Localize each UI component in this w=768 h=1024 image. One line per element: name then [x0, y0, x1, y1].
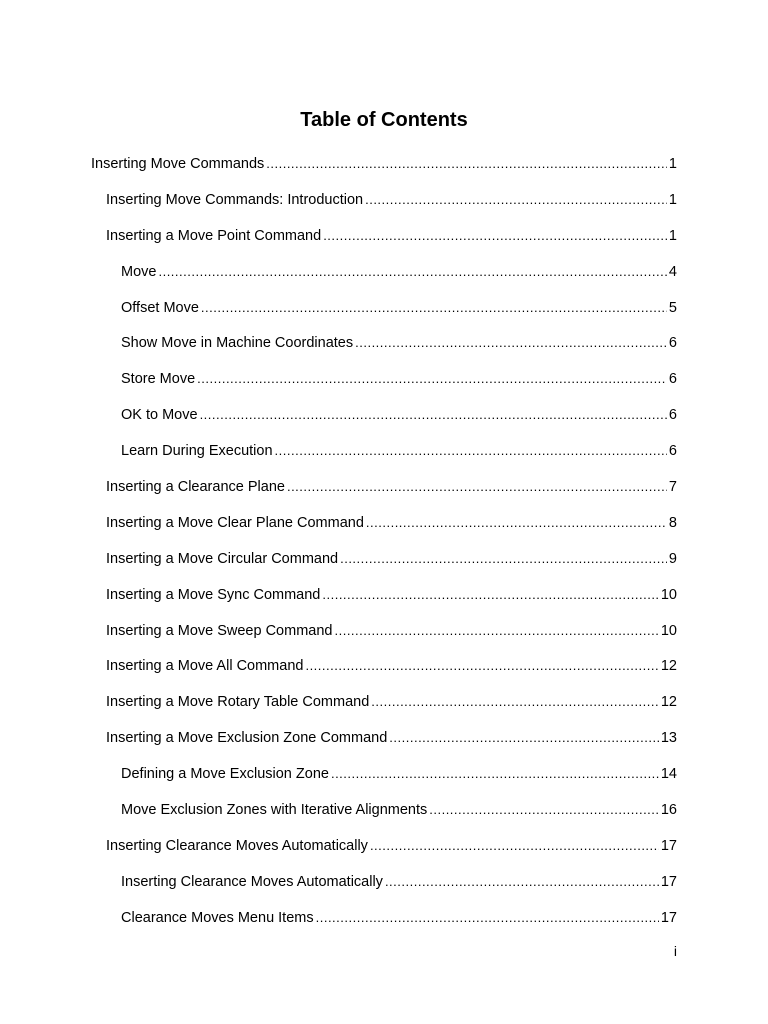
toc-entry[interactable]: [0, 218, 768, 254]
toc-entry-page: 8: [668, 514, 677, 531]
dot-leader: [340, 550, 667, 568]
toc-entry[interactable]: [0, 720, 768, 756]
toc-entry-page: 9: [668, 550, 677, 567]
toc-entry[interactable]: [0, 505, 768, 541]
dot-leader: [201, 299, 667, 317]
dot-leader: [385, 873, 659, 891]
toc-entry[interactable]: [0, 146, 768, 182]
toc-entry[interactable]: [0, 648, 768, 684]
toc-entry-page: 6: [668, 371, 677, 388]
dot-leader: [322, 586, 658, 604]
toc-entry-page: 10: [660, 622, 677, 639]
toc-entry[interactable]: [0, 864, 768, 900]
dot-leader: [366, 514, 667, 532]
toc-entry[interactable]: [0, 290, 768, 326]
dot-leader: [365, 191, 667, 209]
dot-leader: [334, 622, 658, 640]
toc-entry-title: Inserting Clearance Moves Automatically: [121, 873, 383, 890]
dot-leader: [197, 370, 667, 388]
toc-entry-title: Inserting a Move Point Command: [106, 227, 322, 244]
toc-entry-page: 12: [660, 694, 677, 711]
toc-entry-title: Move: [121, 263, 157, 280]
toc-entry[interactable]: [0, 433, 768, 469]
toc-entry[interactable]: [0, 900, 768, 936]
toc-entry-page: 7: [668, 478, 677, 495]
dot-leader: [355, 334, 667, 352]
toc-entry-title: Inserting a Move Exclusion Zone Command: [106, 730, 388, 747]
toc-entry-title: Learn During Execution: [121, 443, 273, 460]
dot-leader: [275, 442, 667, 460]
toc-entry-page: 1: [668, 191, 677, 208]
toc-entry[interactable]: [0, 397, 768, 433]
dot-leader: [331, 765, 659, 783]
toc-entry-page: 14: [660, 766, 677, 783]
toc-entry-title: Inserting a Move Circular Command: [106, 550, 339, 567]
toc-entry-page: 6: [668, 407, 677, 424]
toc-entry-page: 1: [668, 155, 677, 172]
dot-leader: [389, 729, 659, 747]
toc-entry[interactable]: [0, 613, 768, 649]
toc-entry-page: 16: [660, 801, 677, 818]
toc-entry[interactable]: [0, 684, 768, 720]
toc-entry-title: Inserting a Clearance Plane: [106, 478, 285, 495]
toc-entry-page: 17: [660, 873, 677, 890]
toc-entry-title: Store Move: [121, 371, 196, 388]
toc-entry-page: 5: [668, 299, 677, 316]
toc-entry-page: 13: [660, 730, 677, 747]
toc-entry-page: 10: [660, 586, 677, 603]
dot-leader: [287, 478, 667, 496]
toc-entry-title: Inserting Move Commands: [91, 155, 265, 172]
toc-entry-page: 6: [668, 443, 677, 460]
toc-entry-title: Inserting a Move Rotary Table Command: [106, 694, 370, 711]
dot-leader: [429, 801, 659, 819]
toc-entry-title: Show Move in Machine Coordinates: [121, 335, 354, 352]
toc-entry-page: 4: [668, 263, 677, 280]
toc-entry[interactable]: [0, 828, 768, 864]
dot-leader: [200, 406, 667, 424]
toc-entry[interactable]: [0, 325, 768, 361]
toc-entry[interactable]: [0, 469, 768, 505]
toc-entry-page: 6: [668, 335, 677, 352]
page-title: Table of Contents: [300, 109, 468, 131]
toc-entry-title: Move Exclusion Zones with Iterative Alignments: [121, 801, 428, 818]
toc-entry-title: Defining a Move Exclusion Zone: [121, 766, 329, 783]
dot-leader: [370, 837, 659, 855]
table-of-contents: [0, 146, 768, 936]
toc-entry-title: Inserting Clearance Moves Automatically: [106, 837, 368, 854]
dot-leader: [323, 227, 667, 245]
toc-entry-title: Offset Move: [121, 299, 199, 316]
dot-leader: [371, 693, 659, 711]
toc-entry-page: 1: [668, 227, 677, 244]
toc-entry[interactable]: [0, 182, 768, 218]
toc-entry-title: Inserting Move Commands: Introduction: [106, 191, 364, 208]
dot-leader: [158, 263, 666, 281]
toc-entry[interactable]: [0, 361, 768, 397]
toc-entry-page: 17: [660, 909, 677, 926]
toc-entry[interactable]: [0, 541, 768, 577]
dot-leader: [316, 909, 659, 927]
toc-entry-page: 12: [660, 658, 677, 675]
toc-entry[interactable]: [0, 254, 768, 290]
toc-entry-title: OK to Move: [121, 407, 198, 424]
dot-leader: [266, 155, 667, 173]
toc-entry-title: Clearance Moves Menu Items: [121, 909, 314, 926]
page-number: i: [673, 943, 677, 959]
toc-entry-title: Inserting a Move Sync Command: [106, 586, 321, 603]
toc-entry-title: Inserting a Move All Command: [106, 658, 304, 675]
toc-entry-page: 17: [660, 837, 677, 854]
toc-entry[interactable]: [0, 577, 768, 613]
dot-leader: [305, 657, 658, 675]
toc-entry-title: Inserting a Move Sweep Command: [106, 622, 333, 639]
toc-entry[interactable]: [0, 792, 768, 828]
toc-entry[interactable]: [0, 756, 768, 792]
toc-entry-title: Inserting a Move Clear Plane Command: [106, 514, 364, 531]
